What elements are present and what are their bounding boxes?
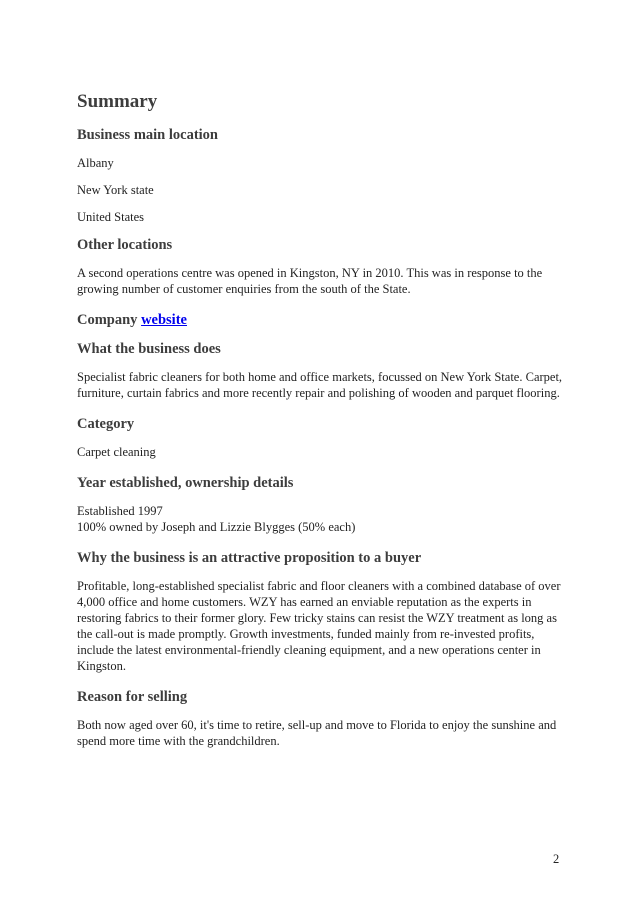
heading-year-established: Year established, ownership details [77,475,294,491]
heading-company-website [77,311,567,330]
heading-attractive-proposition: Why the business is an attractive proposition to a buyer [77,550,422,566]
website-link[interactable]: website [141,312,187,328]
ownership-details: 100% owned by Joseph and Lizzie Blygges (50% each) [77,520,356,534]
heading-other-locations: Other locations [77,237,173,253]
company-label: Company [77,312,138,328]
heading-category: Category [77,416,135,432]
category-text: Carpet cleaning [77,445,156,459]
page-title: Summary [77,91,158,112]
location-state: New York state [77,183,154,197]
attractive-proposition-text: Profitable, long-established specialist fabric and floor cleaners with a combined database of over 4,000 office and home customers. WZY has earned an enviable reputation as the experts in restoring fabrics to their former glory. Few tricky stains can resist the WZY treatment as long as the call-out is made promptly. Growth investments, funded mainly from re-invested profits, include the latest environmental-friendly cleaning equipment, and a new operations center in Kingston. [77,579,561,673]
heading-business-main-location: Business main location [77,127,218,143]
heading-reason-for-selling: Reason for selling [77,689,188,705]
page-number: 2 [553,852,560,866]
document-page [77,90,567,763]
other-locations-text: A second operations centre was opened in Kingston, NY in 2010. This was in response to the growing number of customer enquiries from the south of the State. [77,266,543,296]
what-business-does-text: Specialist fabric cleaners for both home and office markets, focussed on New York State. Carpet, furniture, curtain fabrics and more recently repair and polishing of wooden and parquet flooring. [77,370,563,400]
reason-for-selling-text: Both now aged over 60, it's time to retire, sell-up and move to Florida to enjoy the sunshine and spend more time with the grandchildren. [77,718,557,748]
established-year: Established 1997 [77,504,163,518]
location-country: United States [77,210,145,224]
location-city: Albany [77,156,114,170]
heading-what-business-does: What the business does [77,341,221,357]
established-text [77,503,567,535]
